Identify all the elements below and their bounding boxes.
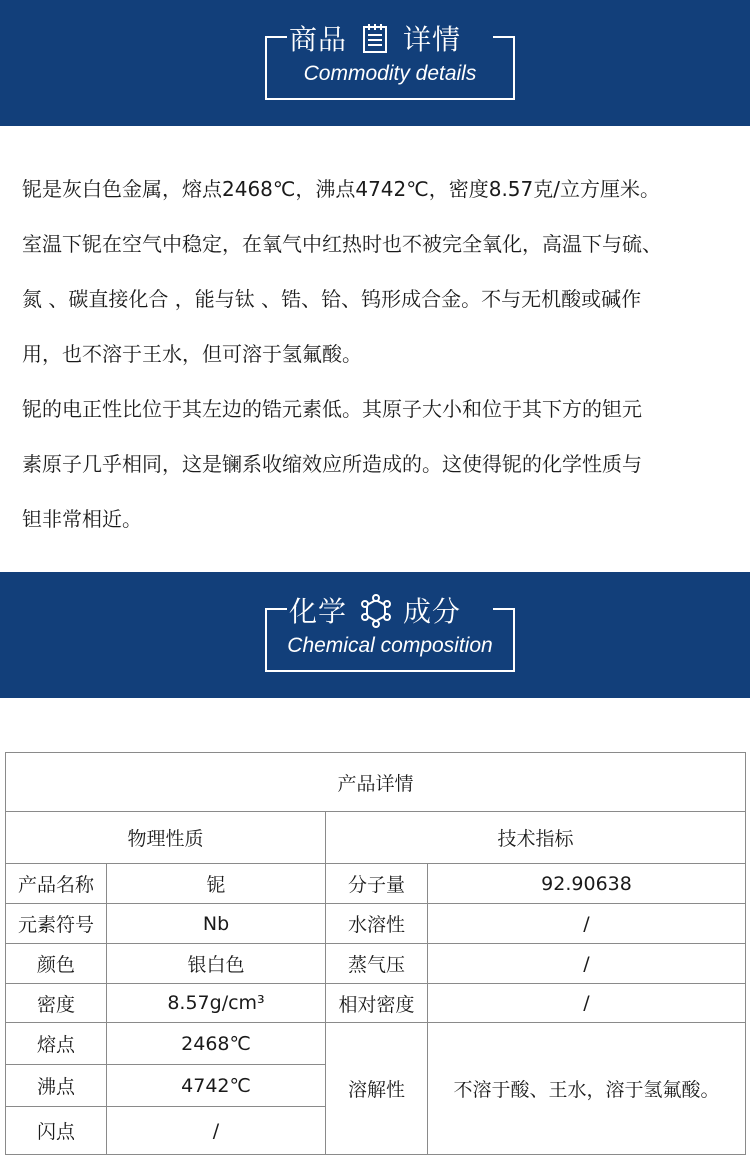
- banner-title-right: 成分: [403, 595, 462, 628]
- description-line: 用，也不溶于王水，但可溶于氢氟酸。: [22, 342, 362, 366]
- banner-chemical-composition: [0, 572, 750, 698]
- row-value: /: [428, 904, 746, 944]
- table-row: [6, 1023, 746, 1065]
- product-description: [22, 162, 742, 547]
- description-line: 氮 、碳直接化合 ，能与钛 、锆、铪、钨形成合金。不与无机酸或碱作: [22, 287, 642, 311]
- description-line: 钽非常相近。: [22, 507, 142, 531]
- row-value: /: [428, 944, 746, 984]
- header-technical-specs: 技术指标: [326, 812, 746, 864]
- row-value: 2468℃: [107, 1023, 326, 1065]
- description-line: 铌是灰白色金属，熔点2468℃，沸点4742℃，密度8.57克/立方厘米。: [22, 177, 660, 201]
- document-icon: [359, 22, 391, 54]
- row-label: 沸点: [6, 1065, 107, 1107]
- spec-table: [5, 752, 746, 1155]
- table-title: 产品详情: [6, 753, 746, 812]
- description-line: 素原子几乎相同，这是镧系收缩效应所造成的。这使得铌的化学性质与: [22, 452, 642, 476]
- table-row: [6, 984, 746, 1023]
- banner-commodity-details: [0, 0, 750, 126]
- row-label: 颜色: [6, 944, 107, 984]
- table-row: [6, 864, 746, 904]
- description-line: 室温下铌在空气中稳定，在氧气中红热时也不被完全氧化，高温下与硫、: [22, 232, 662, 256]
- row-label: 蒸气压: [326, 944, 428, 984]
- row-value: 铌: [107, 864, 326, 904]
- row-value: 4742℃: [107, 1065, 326, 1107]
- row-label: 相对密度: [326, 984, 428, 1023]
- row-label: 元素符号: [6, 904, 107, 944]
- molecule-icon: [359, 594, 391, 626]
- table-row: [6, 904, 746, 944]
- solubility-label: 溶解性: [326, 1023, 428, 1155]
- banner-title-left: 化学: [288, 595, 347, 628]
- row-label: 熔点: [6, 1023, 107, 1065]
- banner-title: [0, 590, 750, 630]
- banner-subtitle: Chemical composition: [287, 634, 493, 657]
- row-label: 分子量: [326, 864, 428, 904]
- row-label: 产品名称: [6, 864, 107, 904]
- description-line: 铌的电正性比位于其左边的锆元素低。其原子大小和位于其下方的钽元: [22, 397, 642, 421]
- row-label: 闪点: [6, 1107, 107, 1155]
- row-value: /: [107, 1107, 326, 1155]
- banner-subtitle: Commodity details: [303, 62, 477, 85]
- row-value: 92.90638: [428, 864, 746, 904]
- banner-title-left: 商品: [288, 23, 347, 56]
- banner-title-right: 详情: [403, 23, 462, 56]
- header-physical-properties: 物理性质: [6, 812, 326, 864]
- solubility-value: 不溶于酸、王水，溶于氢氟酸。: [428, 1023, 746, 1155]
- banner-title: [0, 18, 750, 58]
- row-value: Nb: [107, 904, 326, 944]
- table-row: [6, 944, 746, 984]
- row-label: 水溶性: [326, 904, 428, 944]
- row-value: /: [428, 984, 746, 1023]
- row-value: 8.57g/cm³: [107, 984, 326, 1023]
- row-value: 银白色: [107, 944, 326, 984]
- row-label: 密度: [6, 984, 107, 1023]
